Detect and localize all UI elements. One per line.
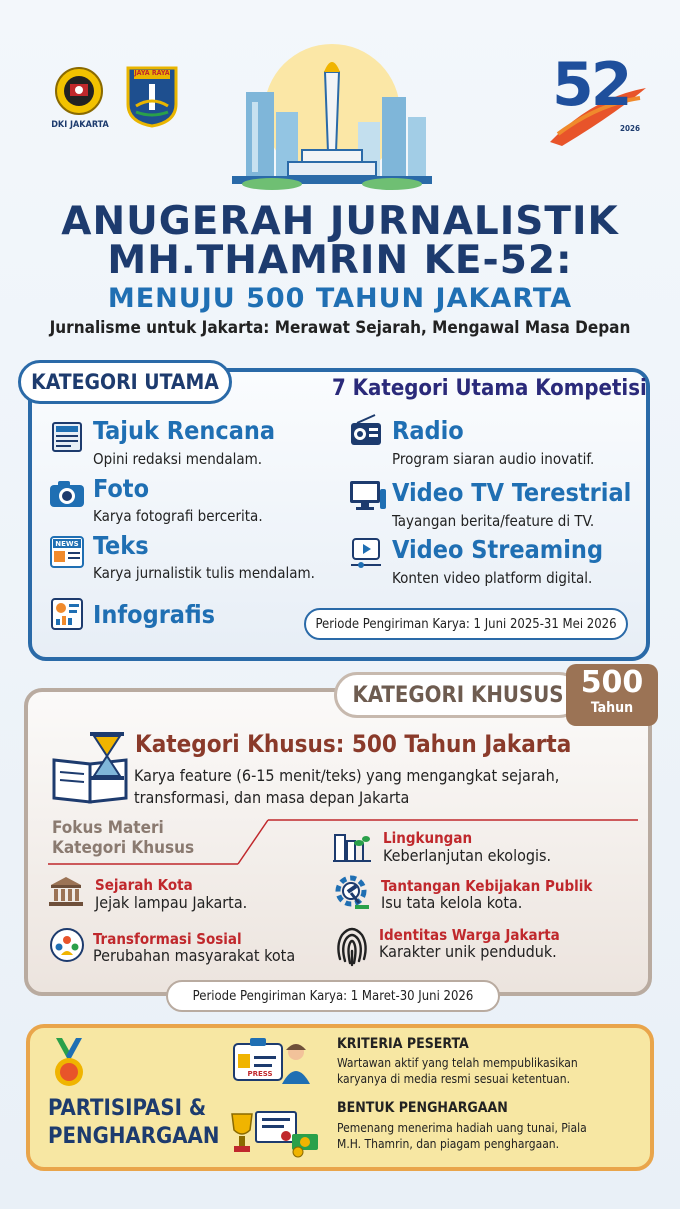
award-line-2: M.H. Thamrin, dan piagam penghargaan. [337, 1137, 560, 1151]
news-icon [48, 534, 86, 570]
special-item-desc-tantangan-kebijakan-publik: Isu tata kelola kota. [381, 893, 523, 912]
tv-icon [348, 478, 388, 512]
special-category-label-pill [334, 672, 582, 718]
anniversary-year: 2026 [620, 124, 641, 133]
500-tahun-word: Tahun [590, 700, 634, 716]
special-desc-line-2: transformasi, dan masa depan Jakarta [134, 788, 410, 807]
participation-title-line-2: PENGHARGAAN [48, 1124, 220, 1149]
special-item-desc-sejarah-kota: Jejak lampau Jakarta. [95, 893, 248, 912]
category-title-foto: Foto [93, 474, 150, 503]
title-line-3: MENUJU 500 TAHUN JAKARTA [107, 283, 573, 314]
camera-icon [48, 478, 86, 510]
500-tahun-badge [566, 664, 658, 726]
criteria-line-1: Wartawan aktif yang telah mempublikasikan [337, 1056, 578, 1070]
special-period-pill [166, 980, 500, 1012]
policy-gear-icon [332, 872, 372, 912]
dki-jakarta-caption: DKI JAKARTA [51, 120, 109, 130]
main-period-pill [304, 608, 628, 640]
special-title: Kategori Khusus: 500 Tahun Jakarta [135, 730, 572, 758]
category-title-infografis: Infografis [93, 600, 216, 629]
category-desc-radio: Program siaran audio inovatif. [392, 450, 595, 468]
radio-icon [348, 412, 384, 448]
category-desc-video-streaming: Konten video platform digital. [392, 569, 593, 587]
special-item-desc-identitas-warga-jakarta: Karakter unik penduduk. [379, 942, 557, 961]
jakarta-crest-logo [126, 66, 178, 128]
award-title: BENTUK PENGHARGAAN [337, 1100, 508, 1116]
trophy-award-icon [226, 1108, 322, 1158]
main-category-heading: 7 Kategori Utama Kompetisi [332, 376, 647, 401]
category-title-video-streaming: Video Streaming [392, 535, 604, 564]
newspaper-icon [50, 420, 86, 454]
category-title-teks: Teks [93, 531, 149, 560]
monas-skyline-illustration [232, 42, 432, 192]
museum-icon [48, 874, 84, 908]
category-desc-video-tv-terestrial: Tayangan berita/feature di TV. [392, 512, 595, 530]
special-item-desc-lingkungan: Keberlanjutan ekologis. [383, 846, 552, 865]
fingerprint-icon [332, 922, 372, 968]
special-item-title-sejarah-kota: Sejarah Kota [95, 876, 193, 894]
criteria-line-2: karyanya di media resmi sesuai ketentuan. [337, 1072, 571, 1086]
community-icon [48, 926, 86, 964]
book-hourglass-icon [52, 730, 130, 806]
special-item-title-tantangan-kebijakan-publik: Tantangan Kebijakan Publik [381, 877, 593, 895]
svg-text:NEWS: NEWS [55, 540, 79, 548]
category-title-tajuk-rencana: Tajuk Rencana [93, 416, 276, 445]
special-desc-line-1: Karya feature (6-15 menit/teks) yang mengangkat sejarah, [134, 766, 560, 785]
main-category-label: KATEGORI UTAMA [31, 370, 219, 394]
title-line-1: ANUGERAH JURNALISTIK [61, 199, 619, 244]
category-title-radio: Radio [392, 416, 464, 445]
medal-icon [50, 1036, 88, 1090]
category-title-video-tv-terestrial: Video TV Terestrial [392, 478, 632, 507]
category-desc-teks: Karya jurnalistik tulis mendalam. [93, 564, 315, 582]
500-tahun-number: 500 [580, 665, 644, 700]
streaming-icon [348, 534, 384, 572]
focus-label-line-2: Kategori Khusus [52, 838, 195, 858]
main-category-label-pill [18, 360, 232, 404]
special-item-title-identitas-warga-jakarta: Identitas Warga Jakarta [379, 926, 560, 944]
category-desc-tajuk-rencana: Opini redaksi mendalam. [93, 450, 263, 468]
category-desc-foto: Karya fotografi bercerita. [93, 507, 263, 525]
infographic-icon [48, 596, 86, 632]
special-item-desc-transformasi-sosial: Perubahan masyarakat kota [93, 946, 296, 965]
tagline: Jurnalisme untuk Jakarta: Merawat Sejarah, Mengawal Masa Depan [49, 318, 631, 338]
anniversary-number: 52 [552, 50, 630, 120]
special-period-text: Periode Pengiriman Karya: 1 Maret-30 Juni 2026 [192, 988, 474, 1004]
anniversary-52-logo [542, 50, 652, 150]
pwi-logo [52, 66, 106, 116]
focus-label-line-1: Fokus Materi [52, 818, 164, 838]
jaya-raya-caption: JAYA RAYA [134, 69, 170, 77]
special-item-title-lingkungan: Lingkungan [383, 829, 473, 847]
city-plant-icon [332, 826, 372, 864]
special-item-title-transformasi-sosial: Transformasi Sosial [93, 930, 242, 948]
participation-title-line-1: PARTISIPASI & [48, 1096, 207, 1121]
title-line-2: MH.THAMRIN KE-52: [107, 238, 573, 283]
press-card-text: PRESS [247, 1070, 273, 1078]
criteria-title: KRITERIA PESERTA [337, 1036, 469, 1052]
award-line-1: Pemenang menerima hadiah uang tunai, Piala [337, 1121, 587, 1135]
press-card-journalist-icon [232, 1034, 312, 1086]
main-period-text: Periode Pengiriman Karya: 1 Juni 2025-31 Mei 2026 [315, 616, 617, 632]
special-category-label: KATEGORI KHUSUS [352, 682, 564, 708]
